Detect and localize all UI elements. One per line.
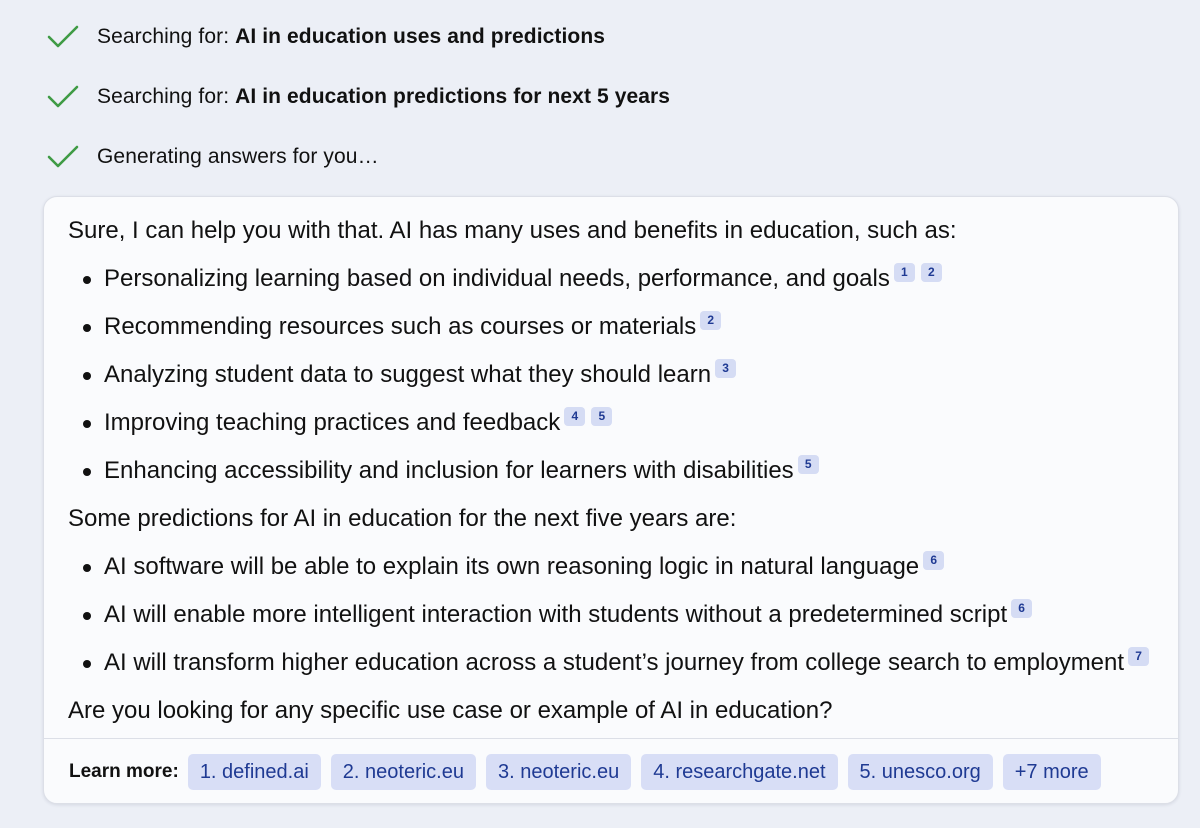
citation-link[interactable]: 2 (921, 263, 942, 282)
source-link[interactable]: 2. neoteric.eu (331, 754, 476, 790)
closing-question: Are you looking for any specific use case or example of AI in education? (68, 697, 833, 724)
check-icon (46, 24, 80, 50)
list-item-text: Analyzing student data to suggest what they should learn (104, 361, 712, 388)
search-step-text (97, 85, 670, 109)
citation-link[interactable]: 1 (894, 263, 915, 282)
citation-link[interactable]: 4 (564, 407, 585, 426)
generating-step (46, 137, 1146, 177)
search-query: AI in education uses and predictions (235, 25, 606, 48)
answer-card (43, 196, 1179, 804)
uses-list (68, 255, 1168, 495)
predictions-list (68, 543, 1168, 687)
citation-link[interactable]: 6 (1011, 599, 1032, 618)
more-sources-button[interactable]: +7 more (1003, 754, 1101, 790)
learn-more-label: Learn more: (69, 761, 179, 782)
citation-link[interactable]: 6 (923, 551, 944, 570)
list-item (68, 255, 1168, 303)
check-icon (46, 84, 80, 110)
search-step (46, 17, 1146, 57)
list-item (68, 639, 1168, 687)
predictions-intro: Some predictions for AI in education for the next five years are: (68, 505, 737, 532)
list-item (68, 303, 1168, 351)
list-item-text: Improving teaching practices and feedback (104, 409, 561, 436)
answer-body (68, 207, 1168, 735)
source-link[interactable]: 4. researchgate.net (641, 754, 837, 790)
list-item-text: AI will enable more intelligent interaction with students without a predetermined script (104, 601, 1008, 628)
list-item-text: Personalizing learning based on individual needs, performance, and goals (104, 265, 890, 292)
citation-link[interactable]: 5 (798, 455, 819, 474)
source-link[interactable]: 3. neoteric.eu (486, 754, 631, 790)
search-step-text (97, 25, 605, 49)
list-item-text: Recommending resources such as courses or materials (104, 313, 697, 340)
source-link[interactable]: 1. defined.ai (188, 754, 321, 790)
list-item (68, 543, 1168, 591)
search-step (46, 77, 1146, 117)
search-step-prefix: Searching for: (97, 25, 236, 48)
citation-link[interactable]: 5 (591, 407, 612, 426)
source-link[interactable]: 5. unesco.org (848, 754, 993, 790)
search-status-list (46, 17, 1146, 177)
divider (44, 738, 1178, 739)
answer-intro: Sure, I can help you with that. AI has many uses and benefits in education, such as: (68, 217, 957, 244)
list-item-text: Enhancing accessibility and inclusion for learners with disabilities (104, 457, 794, 484)
search-query: AI in education predictions for next 5 years (235, 85, 671, 108)
citation-link[interactable]: 2 (700, 311, 721, 330)
list-item (68, 351, 1168, 399)
citation-link[interactable]: 7 (1128, 647, 1149, 666)
list-item-text: AI software will be able to explain its own reasoning logic in natural language (104, 553, 920, 580)
list-item (68, 447, 1168, 495)
check-icon (46, 144, 80, 170)
generating-step-text: Generating answers for you… (97, 145, 379, 168)
search-step-prefix: Searching for: (97, 85, 236, 108)
list-item (68, 591, 1168, 639)
list-item-text: AI will transform higher education across a student’s journey from college search to employment (104, 649, 1125, 676)
list-item (68, 399, 1168, 447)
learn-more-bar (69, 754, 1111, 790)
citation-link[interactable]: 3 (715, 359, 736, 378)
